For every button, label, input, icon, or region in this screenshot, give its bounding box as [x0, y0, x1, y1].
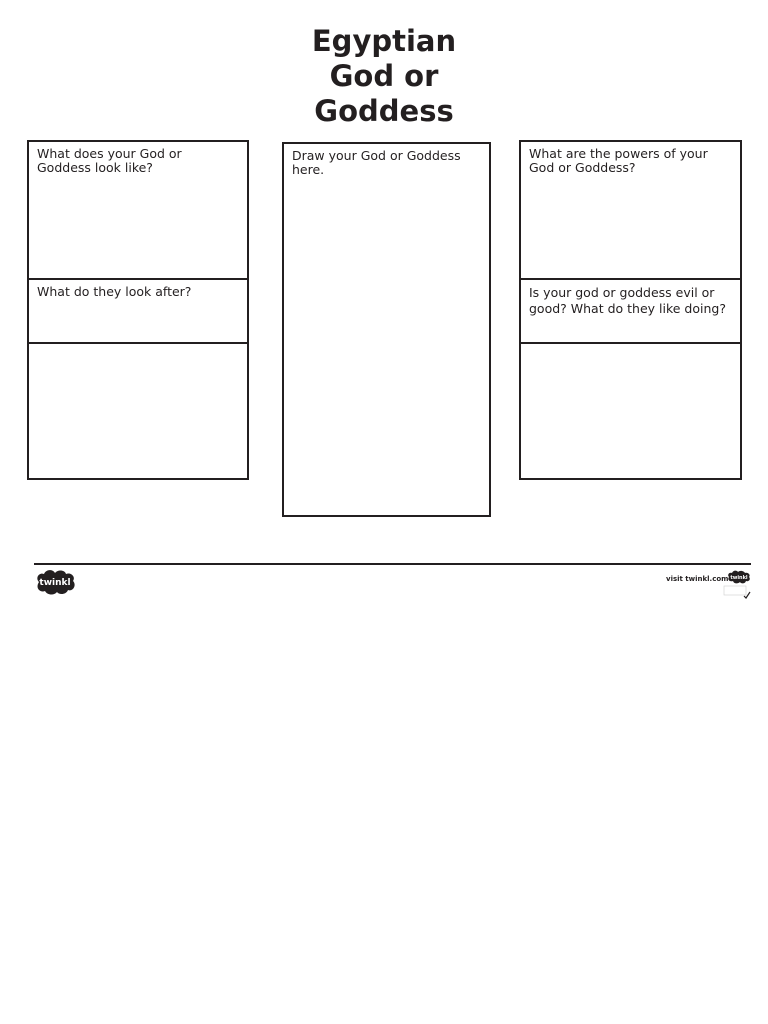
title-line-1: Egyptian	[311, 24, 457, 58]
twinkl-small-logo	[722, 568, 754, 600]
twinkl-link[interactable]	[666, 575, 728, 583]
powers-prompt: What are the powers of your God or Goddess?	[529, 146, 708, 175]
evil-good-prompt: Is your god or goddess evil or good? What do they like doing?	[529, 285, 726, 316]
appearance-prompt: What does your God or Goddess look like?	[37, 146, 182, 175]
title-line-3: Goddess	[314, 94, 454, 128]
looks-after-prompt: What do they look after?	[37, 284, 192, 299]
draw-prompt: Draw your God or Goddess here.	[292, 148, 461, 177]
footer-rule	[34, 563, 751, 565]
twinkl-small-logo-text: twinkl	[730, 575, 748, 581]
drawing-panel[interactable]	[282, 142, 491, 517]
twinkl-link-text: visit twinkl.com	[666, 575, 729, 583]
twinkl-logo	[33, 568, 77, 596]
looks-after-cell[interactable]	[29, 280, 247, 342]
page-title	[284, 24, 484, 129]
appearance-cell[interactable]	[29, 142, 247, 278]
powers-cell[interactable]	[521, 142, 740, 278]
evil-good-cell[interactable]	[521, 280, 740, 342]
draw-cell	[284, 144, 489, 177]
title-line-2: God or	[329, 59, 439, 93]
left-panel	[27, 140, 249, 480]
looks-after-answer-area[interactable]	[29, 344, 247, 478]
right-panel	[519, 140, 742, 480]
twinkl-logo-text: twinkl	[39, 578, 71, 588]
evil-good-answer-area[interactable]	[521, 344, 740, 478]
